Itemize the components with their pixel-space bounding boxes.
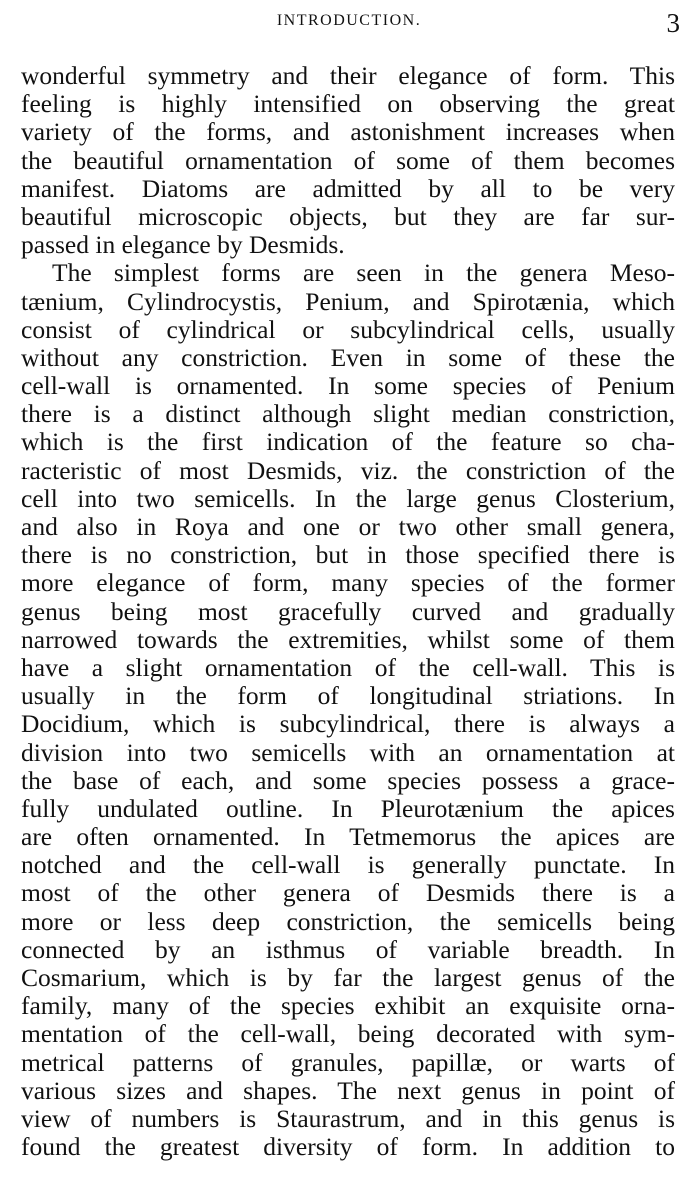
text-line: manifest. Diatoms are admitted by all to be very <box>21 174 675 203</box>
text-line: the beautiful ornamentation of some of them becomes <box>21 146 675 175</box>
page-header <box>0 8 698 38</box>
body-text <box>21 62 675 1161</box>
text-line: usually in the form of longitudinal striations. In <box>21 682 675 711</box>
text-line: various sizes and shapes. The next genus in point of <box>21 1076 675 1105</box>
text-line: variety of the forms, and astonishment increases when <box>21 118 675 147</box>
text-line: the base of each, and some species possess a grace- <box>21 766 675 795</box>
text-line: which is the first indication of the feature so cha- <box>21 428 675 457</box>
text-line: passed in elegance by Desmids. <box>21 231 345 260</box>
text-line: racteristic of most Desmids, viz. the constriction of the <box>21 456 675 485</box>
text-line: and also in Roya and one or two other small genera, <box>21 513 675 541</box>
text-line: cell into two semicells. In the large genus Closterium, <box>21 484 675 513</box>
paragraph-start-line: The simplest forms are seen in the genera Meso- <box>52 259 675 288</box>
text-line: narrowed towards the extremities, whilst some of them <box>21 625 675 654</box>
text-line: without any constriction. Even in some of these the <box>21 343 675 372</box>
text-line: fully undulated outline. In Pleurotænium the apices <box>21 794 675 823</box>
running-head: INTRODUCTION. <box>276 12 422 29</box>
text-line: there is no constriction, but in those specified there is <box>21 541 675 570</box>
text-line: there is a distinct although slight median constriction, <box>21 400 675 429</box>
text-line: cell-wall is ornamented. In some species of Penium <box>21 372 675 401</box>
page-number: 3 <box>666 8 680 38</box>
text-line: Cosmarium, which is by far the largest genus of the <box>21 964 675 992</box>
text-line: division into two semicells with an ornamentation at <box>21 738 675 767</box>
text-line: view of numbers is Staurastrum, and in this genus is <box>21 1104 675 1133</box>
text-line: connected by an isthmus of variable breadth. In <box>21 935 675 964</box>
text-line: metrical patterns of granules, papillæ, or warts of <box>21 1048 675 1077</box>
text-line: genus being most gracefully curved and gradually <box>21 597 675 626</box>
text-line: consist of cylindrical or subcylindrical cells, usually <box>21 315 675 344</box>
text-line: wonderful symmetry and their elegance of form. This <box>21 62 675 90</box>
text-line: Docidium, which is subcylindrical, there is always a <box>21 710 675 739</box>
text-line: feeling is highly intensified on observing the great <box>21 90 675 119</box>
text-line: family, many of the species exhibit an exquisite orna- <box>21 992 675 1021</box>
text-line: most of the other genera of Desmids there is a <box>21 879 675 908</box>
text-line: mentation of the cell-wall, being decorated with sym- <box>21 1020 675 1049</box>
text-line: found the greatest diversity of form. In addition to <box>21 1133 675 1162</box>
text-line: notched and the cell-wall is generally punctate. In <box>21 851 675 880</box>
text-line: are often ornamented. In Tetmemorus the apices are <box>21 823 675 852</box>
text-line: tænium, Cylindrocystis, Penium, and Spirotænia, which <box>21 287 675 316</box>
text-line: more elegance of form, many species of the former <box>21 569 675 598</box>
text-line: have a slight ornamentation of the cell-wall. This is <box>21 653 675 682</box>
text-line: more or less deep constriction, the semicells being <box>21 907 675 936</box>
text-line: beautiful microscopic objects, but they are far sur- <box>21 202 675 231</box>
